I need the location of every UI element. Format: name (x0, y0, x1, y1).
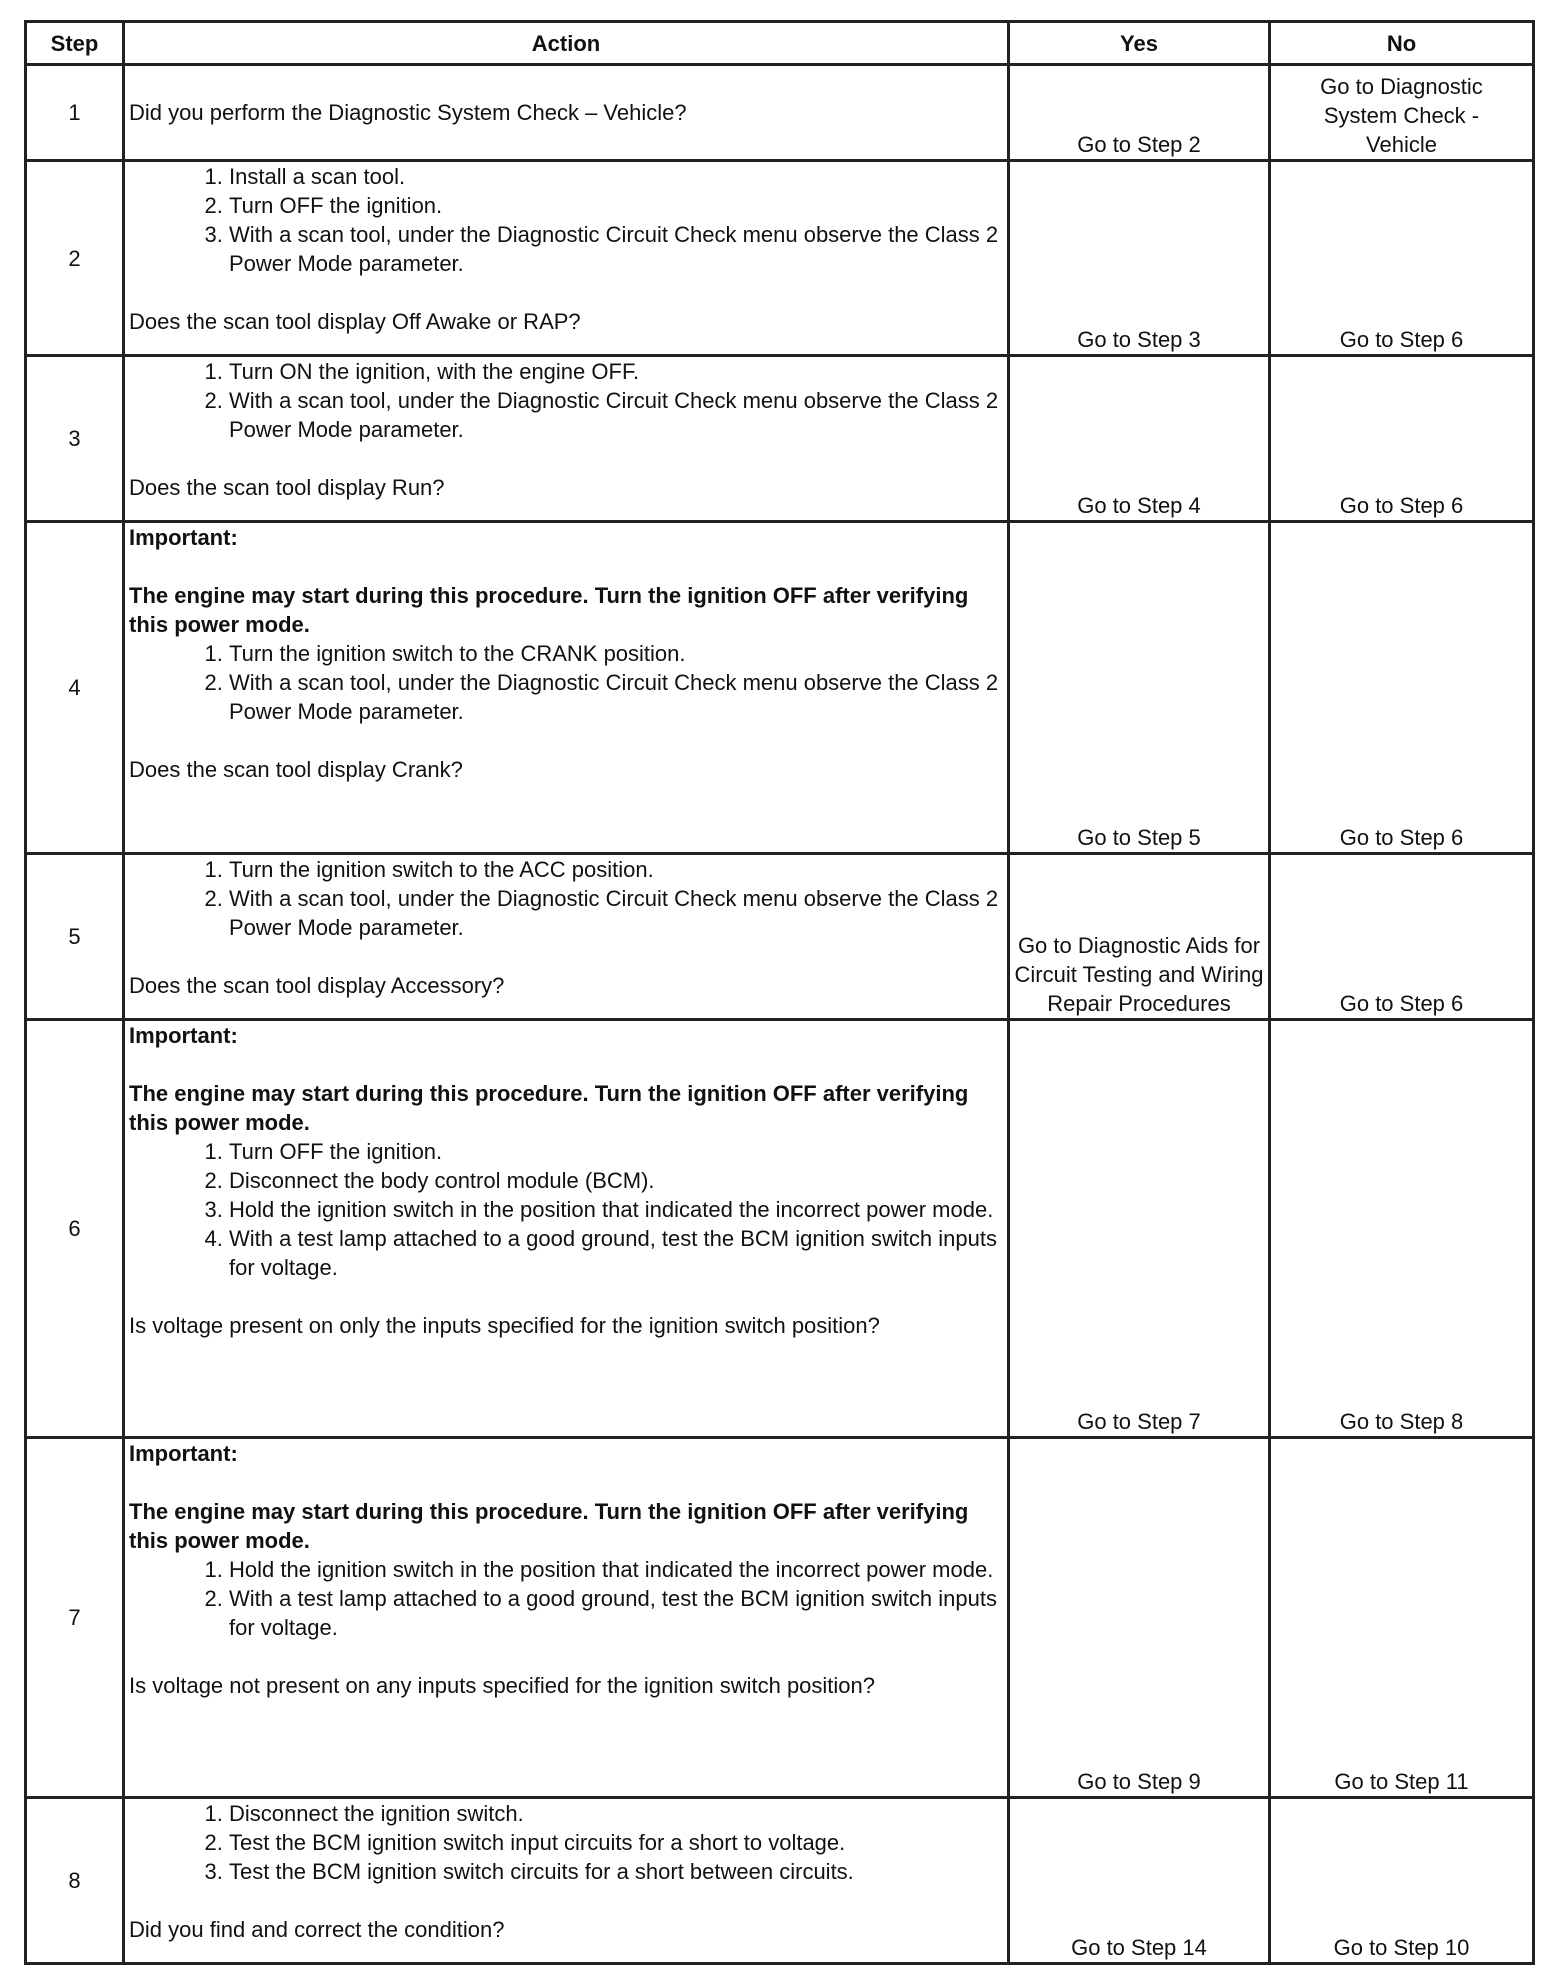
list-item: 2. Turn OFF the ignition. (229, 191, 1003, 220)
important-label: Important: (129, 1023, 238, 1048)
yes-result: Go to Step 4 (1009, 356, 1270, 522)
yes-result: Go to Step 7 (1009, 1020, 1270, 1438)
table-row (26, 854, 1534, 1020)
action-cell (124, 1020, 1009, 1438)
action-cell (124, 65, 1009, 161)
list-item: 2. With a test lamp attached to a good ground, test the BCM ignition switch inputs for voltage. (229, 1584, 1003, 1642)
procedure-list (129, 855, 1003, 942)
table-row (26, 1438, 1534, 1798)
procedure-list (129, 1799, 1003, 1886)
procedure-list (129, 639, 1003, 726)
list-item: 2. With a scan tool, under the Diagnostic Circuit Check menu observe the Class 2 Power Mode parameter. (229, 668, 1003, 726)
procedure-list (129, 1555, 1003, 1642)
list-item: 1. Turn the ignition switch to the ACC position. (229, 855, 1003, 884)
no-result: Go to Step 10 (1270, 1798, 1534, 1964)
procedure-list (129, 1137, 1003, 1282)
action-cell (124, 522, 1009, 854)
procedure-list (129, 162, 1003, 278)
list-item: 3. Hold the ignition switch in the position that indicated the incorrect power mode. (229, 1195, 1003, 1224)
yes-result: Go to Step 2 (1009, 65, 1270, 161)
no-result: Go to Step 6 (1270, 161, 1534, 356)
yes-result: Go to Step 5 (1009, 522, 1270, 854)
list-item: 1. Turn OFF the ignition. (229, 1137, 1003, 1166)
list-item: 1. Install a scan tool. (229, 162, 1003, 191)
step-number: 6 (26, 1020, 124, 1438)
question-text: Is voltage not present on any inputs specified for the ignition switch position? (129, 1673, 876, 1698)
action-cell (124, 1438, 1009, 1798)
no-result: Go to Step 6 (1270, 356, 1534, 522)
header-yes: Yes (1009, 22, 1270, 65)
step-number: 8 (26, 1798, 124, 1964)
step-number: 4 (26, 522, 124, 854)
list-item: 3. With a scan tool, under the Diagnostic Circuit Check menu observe the Class 2 Power Mode parameter. (229, 220, 1003, 278)
table-row (26, 65, 1534, 161)
no-result: Go to Step 6 (1270, 854, 1534, 1020)
list-item: 1. Turn ON the ignition, with the engine OFF. (229, 357, 1003, 386)
table-row (26, 356, 1534, 522)
list-item: 4. With a test lamp attached to a good ground, test the BCM ignition switch inputs for voltage. (229, 1224, 1003, 1282)
question-text: Does the scan tool display Crank? (129, 757, 463, 782)
action-cell (124, 1798, 1009, 1964)
action-cell (124, 356, 1009, 522)
warning-text: The engine may start during this procedure. Turn the ignition OFF after verifying this power mode. (129, 1081, 969, 1135)
header-row (26, 22, 1534, 65)
list-item: 2. With a scan tool, under the Diagnostic Circuit Check menu observe the Class 2 Power Mode parameter. (229, 386, 1003, 444)
question-text: Does the scan tool display Off Awake or RAP? (129, 309, 581, 334)
yes-result: Go to Step 3 (1009, 161, 1270, 356)
no-result: Go to Diagnostic System Check - Vehicle (1270, 65, 1534, 161)
no-result: Go to Step 11 (1270, 1438, 1534, 1798)
yes-result: Go to Step 9 (1009, 1438, 1270, 1798)
step-number: 3 (26, 356, 124, 522)
yes-result: Go to Step 14 (1009, 1798, 1270, 1964)
header-no: No (1270, 22, 1534, 65)
no-result: Go to Step 6 (1270, 522, 1534, 854)
question-text: Does the scan tool display Run? (129, 475, 445, 500)
important-label: Important: (129, 1441, 238, 1466)
yes-result: Go to Diagnostic Aids for Circuit Testing and Wiring Repair Procedures (1009, 854, 1270, 1020)
question-text: Did you perform the Diagnostic System Check – Vehicle? (129, 100, 687, 125)
procedure-list (129, 357, 1003, 444)
warning-text: The engine may start during this procedure. Turn the ignition OFF after verifying this power mode. (129, 1499, 969, 1553)
important-label: Important: (129, 525, 238, 550)
list-item: 1. Turn the ignition switch to the CRANK position. (229, 639, 1003, 668)
question-text: Does the scan tool display Accessory? (129, 973, 505, 998)
action-cell (124, 161, 1009, 356)
no-result: Go to Step 8 (1270, 1020, 1534, 1438)
list-item: 2. Disconnect the body control module (BCM). (229, 1166, 1003, 1195)
diagnostic-table (24, 20, 1535, 1965)
list-item: 1. Hold the ignition switch in the position that indicated the incorrect power mode. (229, 1555, 1003, 1584)
list-item: 1. Disconnect the ignition switch. (229, 1799, 1003, 1828)
warning-text: The engine may start during this procedure. Turn the ignition OFF after verifying this power mode. (129, 583, 969, 637)
list-item: 3. Test the BCM ignition switch circuits for a short between circuits. (229, 1857, 1003, 1886)
question-text: Did you find and correct the condition? (129, 1917, 505, 1942)
table-row (26, 1798, 1534, 1964)
header-step: Step (26, 22, 124, 65)
table-row (26, 1020, 1534, 1438)
header-action: Action (124, 22, 1009, 65)
question-text: Is voltage present on only the inputs specified for the ignition switch position? (129, 1313, 880, 1338)
list-item: 2. Test the BCM ignition switch input circuits for a short to voltage. (229, 1828, 1003, 1857)
list-item: 2. With a scan tool, under the Diagnostic Circuit Check menu observe the Class 2 Power Mode parameter. (229, 884, 1003, 942)
action-cell (124, 854, 1009, 1020)
table-row (26, 161, 1534, 356)
step-number: 2 (26, 161, 124, 356)
step-number: 1 (26, 65, 124, 161)
table-row (26, 522, 1534, 854)
step-number: 5 (26, 854, 124, 1020)
step-number: 7 (26, 1438, 124, 1798)
